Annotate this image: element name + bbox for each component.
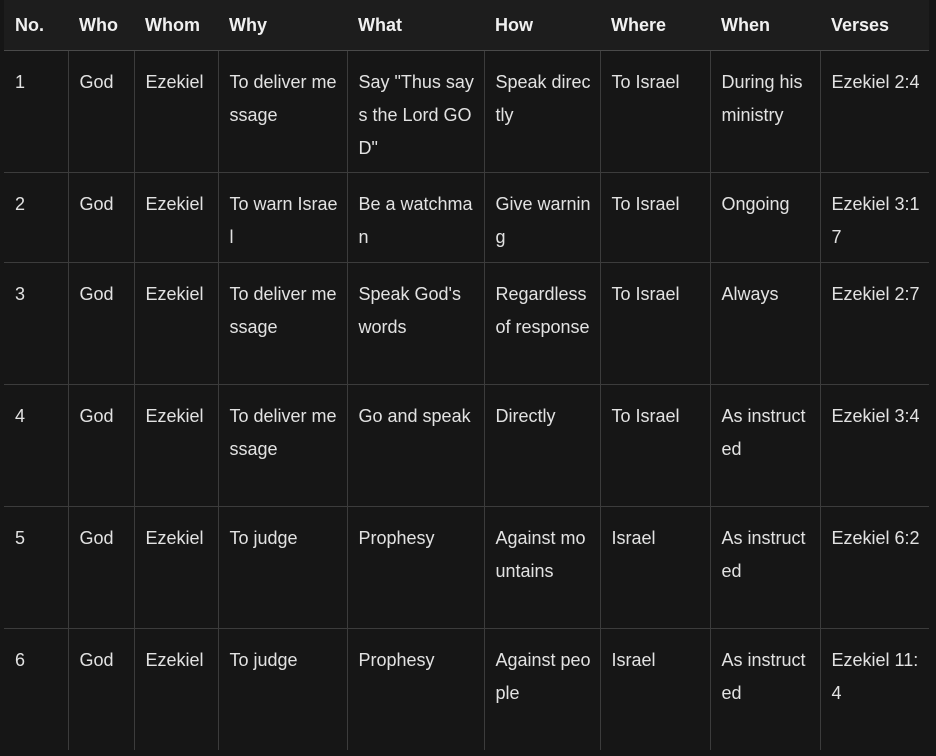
- cell-verses: Ezekiel 6:2: [820, 507, 929, 629]
- cell-verses: Ezekiel 3:17: [820, 173, 929, 263]
- cell-when: During his ministry: [710, 51, 820, 173]
- cell-what: Prophesy: [347, 629, 484, 751]
- header-where: Where: [600, 0, 710, 51]
- header-how: How: [484, 0, 600, 51]
- cell-when: As instructed: [710, 507, 820, 629]
- header-why: Why: [218, 0, 347, 51]
- cell-where: To Israel: [600, 173, 710, 263]
- table-row: [4, 263, 929, 385]
- cell-why: To deliver message: [218, 385, 347, 507]
- cell-no: 6: [4, 629, 68, 751]
- cell-no: 5: [4, 507, 68, 629]
- cell-where: To Israel: [600, 51, 710, 173]
- cell-why: To judge: [218, 507, 347, 629]
- table-row: [4, 507, 929, 629]
- cell-when: Ongoing: [710, 173, 820, 263]
- cell-no: 3: [4, 263, 68, 385]
- cell-where: Israel: [600, 629, 710, 751]
- header-row: [4, 0, 929, 51]
- header-who: Who: [68, 0, 134, 51]
- cell-verses: Ezekiel 11:4: [831, 650, 919, 703]
- header-no: No.: [4, 0, 68, 51]
- header-verses: Verses: [820, 0, 929, 51]
- cell-who: God: [68, 629, 134, 751]
- table-row: [4, 51, 929, 173]
- cell-when: Always: [710, 263, 820, 385]
- header-whom: Whom: [134, 0, 218, 51]
- cell-whom: Ezekiel: [134, 629, 218, 751]
- cell-verses: Ezekiel 3:4: [820, 385, 929, 507]
- cell-how: Against mountains: [484, 507, 600, 629]
- cell-how: Give warning: [484, 173, 600, 263]
- cell-who: God: [68, 51, 134, 173]
- cell-who: God: [68, 173, 134, 263]
- cell-whom: Ezekiel: [134, 51, 218, 173]
- cell-what: Go and speak: [347, 385, 484, 507]
- cell-where: Israel: [600, 507, 710, 629]
- cell-how: Against people: [484, 629, 600, 751]
- cell-what: Say "Thus says the Lord GOD": [347, 51, 484, 173]
- cell-how: Speak directly: [484, 51, 600, 173]
- cell-no: 1: [4, 51, 68, 173]
- cell-where: To Israel: [600, 263, 710, 385]
- cell-how: Directly: [484, 385, 600, 507]
- cell-how: Regardless of response: [484, 263, 600, 385]
- cell-what: Prophesy: [347, 507, 484, 629]
- cell-why: To deliver message: [218, 51, 347, 173]
- cell-who: God: [68, 263, 134, 385]
- table-row: [4, 629, 929, 751]
- cell-no: 4: [4, 385, 68, 507]
- header-when: When: [710, 0, 820, 51]
- cell-verses: Ezekiel 2:4: [820, 51, 929, 173]
- table-row: [4, 385, 929, 507]
- cell-when: As instructed: [710, 629, 820, 751]
- data-table: [4, 0, 929, 750]
- cell-why: To deliver message: [218, 263, 347, 385]
- cell-no: 2: [4, 173, 68, 263]
- cell-whom: Ezekiel: [134, 507, 218, 629]
- cell-what: Be a watchman: [347, 173, 484, 263]
- table-row: [4, 173, 929, 263]
- header-what: What: [347, 0, 484, 51]
- cell-why: To judge: [218, 629, 347, 751]
- cell-whom: Ezekiel: [134, 385, 218, 507]
- cell-verses: Ezekiel 2:7: [820, 263, 929, 385]
- cell-why: To warn Israel: [218, 173, 347, 263]
- cell-whom: Ezekiel: [134, 263, 218, 385]
- cell-who: God: [68, 385, 134, 507]
- cell-who: God: [68, 507, 134, 629]
- cell-what: Speak God's words: [347, 263, 484, 385]
- cell-where: To Israel: [600, 385, 710, 507]
- cell-when: As instructed: [710, 385, 820, 507]
- cell-whom: Ezekiel: [134, 173, 218, 263]
